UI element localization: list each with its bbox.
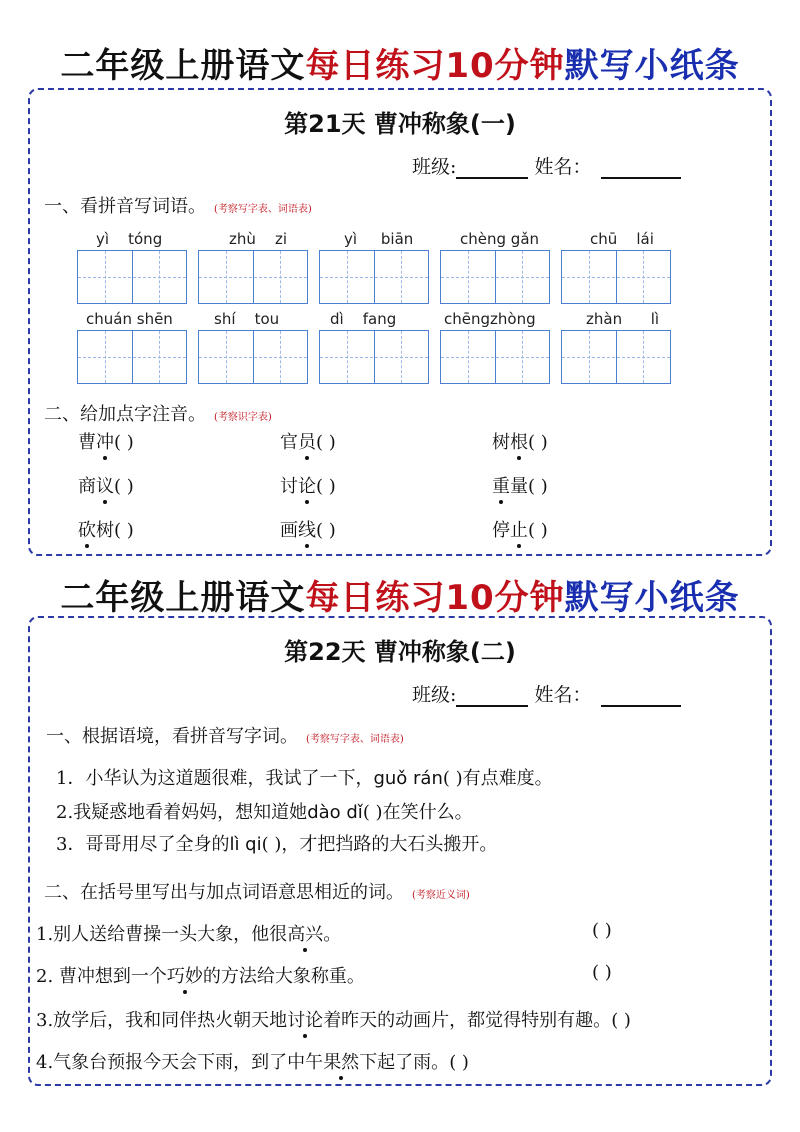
word-item: 画线( ) bbox=[280, 520, 336, 541]
class-label: 班级: bbox=[412, 156, 457, 178]
pinyin-label: chèng gǎn bbox=[460, 230, 540, 248]
header-dictation-text: 默写小纸条 bbox=[564, 46, 740, 86]
dotted-char: 根 bbox=[510, 432, 528, 453]
class-blank[interactable] bbox=[456, 177, 528, 179]
class-name-line bbox=[412, 152, 681, 179]
sentence-item: 3．哥哥用尽了全身的lì qi( )，才把挡路的大石头搬开。 bbox=[56, 834, 498, 855]
answer-paren[interactable]: ( ) bbox=[592, 920, 612, 941]
header-grade-text: 二年级上册语文 bbox=[60, 46, 306, 86]
synonym-item: 1.别人送给曹操一头大象，他很高兴。 bbox=[36, 924, 342, 945]
pinyin-label: shí tou bbox=[214, 310, 280, 328]
dotted-char: 砍 bbox=[78, 520, 96, 541]
answer-paren[interactable]: ( ) bbox=[114, 520, 134, 541]
dotted-word: 果然 bbox=[323, 1052, 360, 1073]
writing-grid[interactable] bbox=[198, 330, 308, 384]
pinyin-label: yì tóng bbox=[96, 230, 163, 248]
synonym-item: 3.放学后，我和同伴热火朝天地讨论着昨天的动画片，都觉得特别有趣。( ) bbox=[36, 1010, 631, 1031]
answer-paren[interactable]: ( ) bbox=[114, 432, 134, 453]
sentence-item: 1．小华认为这道题很难，我试了一下，guǒ rán( )有点难度。 bbox=[56, 768, 553, 789]
writing-grid[interactable] bbox=[77, 250, 187, 304]
dotted-char: 议 bbox=[96, 476, 114, 497]
section-heading bbox=[44, 192, 312, 218]
synonym-item: 2. 曹冲想到一个巧妙的方法给大象称重。 bbox=[36, 966, 365, 987]
word-item: 重量( ) bbox=[492, 476, 548, 497]
answer-paren[interactable]: ( ) bbox=[114, 476, 134, 497]
answer-paren[interactable]: ( ) bbox=[316, 520, 336, 541]
answer-paren[interactable]: ( ) bbox=[528, 476, 548, 497]
class-name-line bbox=[412, 680, 681, 707]
writing-grid[interactable] bbox=[440, 250, 550, 304]
dotted-word: 高兴 bbox=[287, 924, 324, 945]
dotted-char: 员 bbox=[298, 432, 316, 453]
dotted-char: 论 bbox=[298, 476, 316, 497]
writing-grid[interactable] bbox=[319, 330, 429, 384]
synonym-item: 4.气象台预报今天会下雨，到了中午果然下起了雨。( ) bbox=[36, 1052, 469, 1073]
header-practice-text: 每日练习10分钟 bbox=[305, 578, 565, 618]
word-item: 曹冲( ) bbox=[78, 432, 134, 453]
class-label: 班级: bbox=[412, 684, 457, 706]
dotted-char: 止 bbox=[510, 520, 528, 541]
answer-paren[interactable]: ( ) bbox=[316, 476, 336, 497]
answer-paren[interactable]: ( )在笑什么。 bbox=[362, 802, 473, 823]
header-practice-text: 每日练习10分钟 bbox=[305, 46, 565, 86]
pinyin-label: zhàn lì bbox=[586, 310, 660, 328]
dotted-char: 重 bbox=[492, 476, 510, 497]
section-label: 二、给加点字注音。 bbox=[44, 404, 206, 425]
answer-paren[interactable]: ( ) bbox=[528, 432, 548, 453]
page-header-2 bbox=[0, 570, 800, 619]
word-item: 停止( ) bbox=[492, 520, 548, 541]
card-title: 第22天 曹冲称象(二) bbox=[284, 638, 516, 666]
header-dictation-text: 默写小纸条 bbox=[564, 578, 740, 618]
writing-grid[interactable] bbox=[319, 250, 429, 304]
pinyin-label: chēngzhòng bbox=[444, 310, 536, 328]
section-heading bbox=[44, 878, 470, 904]
card-title: 第21天 曹冲称象(一) bbox=[284, 110, 516, 138]
word-item: 讨论( ) bbox=[280, 476, 336, 497]
word-item: 商议( ) bbox=[78, 476, 134, 497]
pinyin-hint: dào dǐ bbox=[307, 802, 363, 823]
section-label: 一、根据语境，看拼音写字词。 bbox=[46, 726, 298, 747]
section-note: (考察写字表、词语表) bbox=[306, 734, 404, 745]
answer-paren[interactable]: ( ) bbox=[316, 432, 336, 453]
writing-grid[interactable] bbox=[561, 330, 671, 384]
pinyin-label: zhù zi bbox=[229, 230, 288, 248]
pinyin-label: chuán shēn bbox=[86, 310, 173, 328]
word-item: 官员( ) bbox=[280, 432, 336, 453]
pinyin-label: dì fang bbox=[330, 310, 397, 328]
writing-grid[interactable] bbox=[561, 250, 671, 304]
section-note: (考察写字表、词语表) bbox=[214, 204, 312, 215]
section-heading bbox=[44, 400, 272, 426]
answer-paren[interactable]: ( ) bbox=[592, 962, 612, 983]
name-label: 姓名： bbox=[534, 684, 592, 706]
word-item: 砍树( ) bbox=[78, 520, 134, 541]
name-label: 姓名： bbox=[534, 156, 592, 178]
section-heading bbox=[46, 722, 404, 748]
word-item: 树根( ) bbox=[492, 432, 548, 453]
dotted-word: 巧妙 bbox=[166, 966, 203, 987]
pinyin-hint: guǒ rán bbox=[373, 768, 443, 789]
writing-grid[interactable] bbox=[440, 330, 550, 384]
section-label: 二、在括号里写出与加点词语意思相近的词。 bbox=[44, 882, 404, 903]
dotted-char: 线 bbox=[298, 520, 316, 541]
page-header-1 bbox=[0, 38, 800, 87]
section-note: (考察近义词) bbox=[412, 890, 470, 901]
dotted-word: 讨论 bbox=[287, 1010, 324, 1031]
section-label: 一、看拼音写词语。 bbox=[44, 196, 206, 217]
section-note: (考察识字表) bbox=[214, 412, 272, 423]
writing-grid[interactable] bbox=[77, 330, 187, 384]
writing-grid[interactable] bbox=[198, 250, 308, 304]
answer-paren[interactable]: ( ) bbox=[449, 1052, 469, 1073]
pinyin-label: chū lái bbox=[590, 230, 654, 248]
answer-paren[interactable]: ( )，才把挡路的大石头搬开。 bbox=[261, 834, 498, 855]
name-blank[interactable] bbox=[601, 705, 681, 707]
answer-paren[interactable]: ( ) bbox=[528, 520, 548, 541]
pinyin-hint: lì qi bbox=[229, 834, 262, 855]
answer-paren[interactable]: ( )有点难度。 bbox=[442, 768, 553, 789]
pinyin-label: yì biān bbox=[344, 230, 414, 248]
class-blank[interactable] bbox=[456, 705, 528, 707]
worksheet-card-day21 bbox=[28, 88, 772, 556]
worksheet-card-day22 bbox=[28, 616, 772, 1086]
answer-paren[interactable]: ( ) bbox=[611, 1010, 631, 1031]
dotted-char: 冲 bbox=[96, 432, 114, 453]
name-blank[interactable] bbox=[601, 177, 681, 179]
header-grade-text: 二年级上册语文 bbox=[60, 578, 306, 618]
sentence-item: 2.我疑惑地看着妈妈，想知道她dào dǐ( )在笑什么。 bbox=[56, 802, 473, 823]
